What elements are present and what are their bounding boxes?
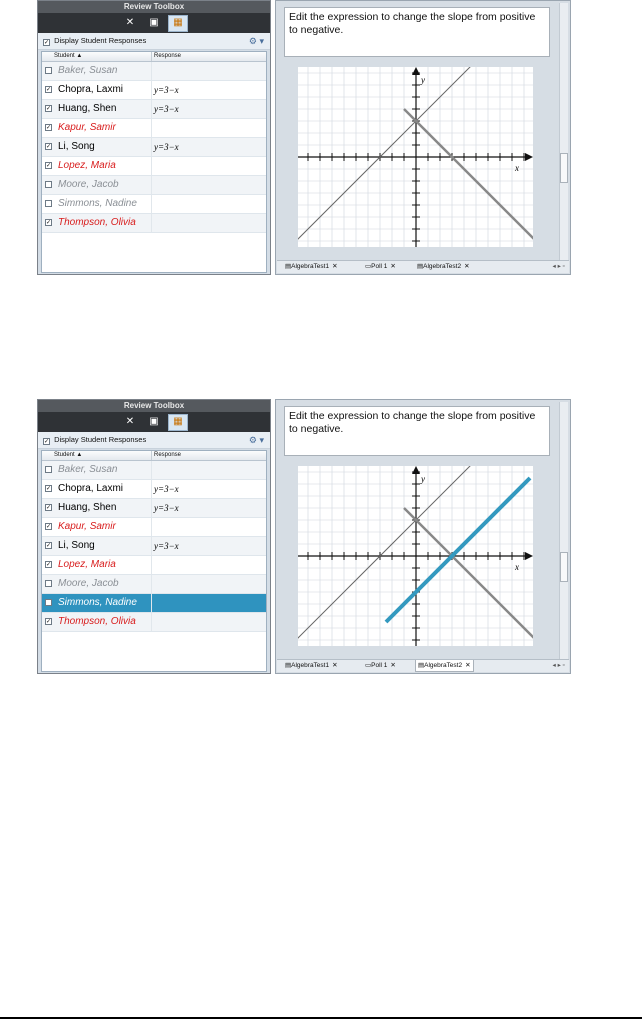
document-icon: ▤	[417, 263, 424, 270]
student-table	[41, 51, 267, 273]
student-name: Baker, Susan	[58, 464, 118, 475]
close-icon[interactable]: ✕	[464, 263, 470, 270]
student-name: Li, Song	[58, 141, 95, 152]
document-panel	[275, 399, 571, 674]
table-row[interactable]	[42, 518, 266, 537]
tab-navigation[interactable]: ◂ ▸ ▫	[552, 263, 565, 270]
screenshot-before	[37, 0, 571, 275]
tab-algebratest2[interactable]	[415, 261, 472, 273]
table-row[interactable]	[42, 100, 266, 119]
documents-icon[interactable]: ▣	[149, 17, 159, 28]
tab-algebratest2[interactable]	[415, 660, 474, 672]
student-rows	[42, 461, 266, 632]
display-responses-row	[38, 33, 270, 50]
table-row[interactable]	[42, 575, 266, 594]
display-responses-label: Display Student Responses	[54, 36, 147, 45]
student-name: Baker, Susan	[58, 65, 118, 76]
table-row[interactable]	[42, 119, 266, 138]
student-checkbox[interactable]: ✓	[46, 87, 52, 93]
document-tabs	[277, 260, 569, 273]
y-axis-label: y	[421, 75, 425, 85]
screenshot-after	[37, 399, 571, 674]
table-row[interactable]	[42, 81, 266, 100]
tab-algebratest1[interactable]	[283, 660, 340, 672]
student-checkbox[interactable]: ✓	[46, 163, 52, 169]
toolbox-tabbar	[38, 13, 270, 33]
vertical-scrollbar[interactable]	[559, 3, 568, 261]
toolbox-title: Review Toolbox	[38, 1, 270, 13]
document-tabs	[277, 659, 569, 672]
gear-icon[interactable]: ⚙ ▾	[248, 36, 264, 46]
table-row[interactable]	[42, 214, 266, 233]
tab-label: AlgebraTest2	[423, 263, 462, 270]
table-row[interactable]	[42, 176, 266, 195]
student-name: Huang, Shen	[58, 103, 117, 114]
student-name: Huang, Shen	[58, 502, 117, 513]
student-checkbox[interactable]: ✓	[46, 505, 52, 511]
table-row[interactable]	[42, 556, 266, 575]
student-checkbox[interactable]: ✓	[46, 106, 52, 112]
student-checkbox[interactable]	[45, 580, 52, 587]
tab-label: AlgebraTest2	[424, 662, 463, 669]
student-response: y=3−x	[154, 503, 179, 513]
scrollbar-thumb[interactable]	[560, 552, 568, 582]
table-header	[42, 451, 266, 461]
student-name: Kapur, Samir	[58, 122, 116, 133]
review-icon[interactable]: ▦	[168, 414, 188, 431]
graph	[298, 67, 533, 247]
tab-algebratest1[interactable]	[283, 261, 340, 273]
poll-icon: ▭	[365, 263, 372, 270]
review-icon[interactable]: ▦	[168, 15, 188, 32]
close-icon[interactable]: ✕	[332, 662, 338, 669]
display-responses-checkbox[interactable]: ✓	[44, 439, 50, 445]
student-name: Moore, Jacob	[58, 578, 119, 589]
tools-icon[interactable]: ✕	[125, 17, 135, 28]
student-checkbox[interactable]: ✓	[46, 125, 52, 131]
document-icon: ▤	[418, 662, 425, 669]
student-checkbox[interactable]: ✓	[46, 486, 52, 492]
tab-poll1[interactable]	[363, 660, 398, 672]
student-name: Moore, Jacob	[58, 179, 119, 190]
tab-navigation[interactable]: ◂ ▸ ▫	[552, 662, 565, 669]
table-row[interactable]	[42, 138, 266, 157]
student-response: y=3−x	[154, 541, 179, 551]
table-row[interactable]	[42, 480, 266, 499]
student-checkbox[interactable]: ✓	[46, 220, 52, 226]
vertical-scrollbar[interactable]	[559, 402, 568, 660]
student-response: y=3−x	[154, 142, 179, 152]
gear-icon[interactable]: ⚙ ▾	[248, 435, 264, 445]
student-checkbox[interactable]: ✓	[46, 144, 52, 150]
table-row[interactable]	[42, 499, 266, 518]
student-checkbox[interactable]: ✓	[46, 543, 52, 549]
student-column-header[interactable]: Student ▲	[54, 53, 83, 59]
table-header	[42, 52, 266, 62]
document-panel	[275, 0, 571, 275]
display-responses-row	[38, 432, 270, 449]
x-axis-label: x	[515, 562, 519, 572]
student-checkbox[interactable]	[45, 599, 52, 606]
table-row[interactable]	[42, 537, 266, 556]
tab-label: AlgebraTest1	[291, 263, 330, 270]
student-response: y=3−x	[154, 85, 179, 95]
question-text: Edit the expression to change the slope from positive to negative.	[284, 7, 550, 57]
student-checkbox[interactable]	[45, 67, 52, 74]
student-response: y=3−x	[154, 104, 179, 114]
tools-icon[interactable]: ✕	[125, 416, 135, 427]
response-column-header[interactable]: Response	[154, 452, 182, 458]
student-name: Lopez, Maria	[58, 160, 116, 171]
student-checkbox[interactable]: ✓	[46, 562, 52, 568]
document-icon: ▤	[285, 662, 292, 669]
student-response: y=3−x	[154, 484, 179, 494]
table-row[interactable]	[42, 461, 266, 480]
review-toolbox	[37, 0, 271, 275]
close-icon[interactable]: ✕	[465, 662, 471, 669]
table-row[interactable]	[42, 195, 266, 214]
tab-label: Poll 1	[371, 662, 388, 669]
student-name: Thompson, Olivia	[58, 217, 136, 228]
student-column-header[interactable]: Student ▲	[54, 452, 83, 458]
student-checkbox[interactable]	[45, 181, 52, 188]
student-name: Simmons, Nadine	[58, 198, 137, 209]
student-name: Thompson, Olivia	[58, 616, 136, 627]
tab-label: AlgebraTest1	[291, 662, 330, 669]
question-text: Edit the expression to change the slope from positive to negative.	[284, 406, 550, 456]
tab-poll1[interactable]	[363, 261, 398, 273]
table-row[interactable]	[42, 613, 266, 632]
document-icon: ▤	[285, 263, 292, 270]
student-checkbox[interactable]: ✓	[46, 619, 52, 625]
close-icon[interactable]: ✕	[390, 263, 396, 270]
display-responses-checkbox[interactable]: ✓	[44, 40, 50, 46]
student-name: Simmons, Nadine	[58, 597, 137, 608]
table-row[interactable]	[42, 594, 266, 613]
student-name: Kapur, Samir	[58, 521, 116, 532]
student-name: Chopra, Laxmi	[58, 84, 124, 95]
student-checkbox[interactable]: ✓	[46, 524, 52, 530]
table-row[interactable]	[42, 62, 266, 81]
student-checkbox[interactable]	[45, 200, 52, 207]
poll-icon: ▭	[365, 662, 372, 669]
documents-icon[interactable]: ▣	[149, 416, 159, 427]
student-name: Chopra, Laxmi	[58, 483, 124, 494]
student-name: Lopez, Maria	[58, 559, 116, 570]
display-responses-label: Display Student Responses	[54, 435, 147, 444]
student-rows	[42, 62, 266, 233]
graph	[298, 466, 533, 646]
response-column-header[interactable]: Response	[154, 53, 182, 59]
close-icon[interactable]: ✕	[332, 263, 338, 270]
student-name: Li, Song	[58, 540, 95, 551]
close-icon[interactable]: ✕	[390, 662, 396, 669]
y-axis-label: y	[421, 474, 425, 484]
toolbox-title: Review Toolbox	[38, 400, 270, 412]
review-toolbox	[37, 399, 271, 674]
toolbox-tabbar	[38, 412, 270, 432]
tab-label: Poll 1	[371, 263, 388, 270]
student-table	[41, 450, 267, 672]
scrollbar-thumb[interactable]	[560, 153, 568, 183]
student-checkbox[interactable]	[45, 466, 52, 473]
table-row[interactable]	[42, 157, 266, 176]
x-axis-label: x	[515, 163, 519, 173]
